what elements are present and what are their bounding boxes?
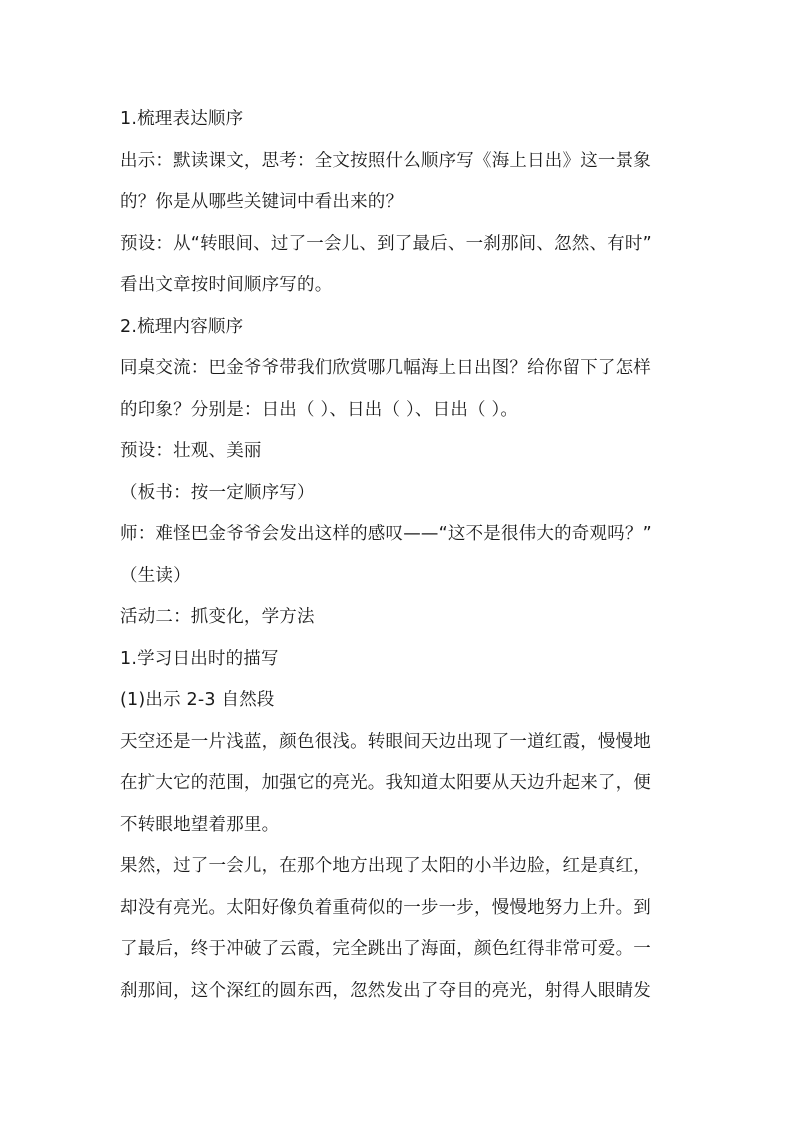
paragraph-line: 看出文章按时间顺序写的。 bbox=[120, 275, 333, 295]
quote-line: 天空还是一片浅蓝，颜色很浅。转眼间天边出现了一道红霞，慢慢地 bbox=[120, 732, 651, 752]
heading-learn-sunrise-description: 1.学习日出时的描写 bbox=[120, 649, 279, 669]
quote-line: 刹那间，这个深红的圆东西，忽然发出了夺目的亮光，射得人眼睛发 bbox=[120, 981, 651, 1001]
quote-line: 不转眼地望着那里。 bbox=[120, 815, 280, 835]
paragraph-line: 预设：从“转眼间、过了一会儿、到了最后、一刹那间、忽然、有时” bbox=[120, 234, 652, 254]
heading-activity-two: 活动二：抓变化，学方法 bbox=[120, 607, 315, 627]
paragraph-line: (1)出示 2-3 自然段 bbox=[120, 690, 275, 710]
paragraph-line: 同桌交流：巴金爷爷带我们欣赏哪几幅海上日出图？给你留下了怎样 bbox=[120, 358, 651, 378]
quote-line: 却没有亮光。太阳好像负着重荷似的一步一步，慢慢地努力上升。到 bbox=[120, 898, 651, 918]
paragraph-line: （生读） bbox=[120, 566, 191, 586]
heading-sort-expression-order: 1.梳理表达顺序 bbox=[120, 109, 244, 129]
heading-sort-content-order: 2.梳理内容顺序 bbox=[120, 317, 244, 337]
quote-line: 了最后，终于冲破了云霞，完全跳出了海面，颜色红得非常可爱。一 bbox=[120, 939, 651, 959]
paragraph-line: 的？你是从哪些关键词中看出来的？ bbox=[120, 192, 404, 212]
paragraph-line: 的印象？分别是：日出（ ）、日出（ ）、日出（ ）。 bbox=[120, 400, 519, 420]
paragraph-line: 预设：壮观、美丽 bbox=[120, 441, 262, 461]
paragraph-line: 出示：默读课文，思考：全文按照什么顺序写《海上日出》这一景象 bbox=[120, 151, 651, 171]
paragraph-line: 师：难怪巴金爷爷会发出这样的感叹——“这不是很伟大的奇观吗？” bbox=[120, 524, 652, 544]
paragraph-line: （板书：按一定顺序写） bbox=[120, 483, 315, 503]
quote-line: 在扩大它的范围，加强它的亮光。我知道太阳要从天边升起来了，便 bbox=[120, 773, 651, 793]
quote-line: 果然，过了一会儿，在那个地方出现了太阳的小半边脸，红是真红， bbox=[120, 856, 651, 876]
